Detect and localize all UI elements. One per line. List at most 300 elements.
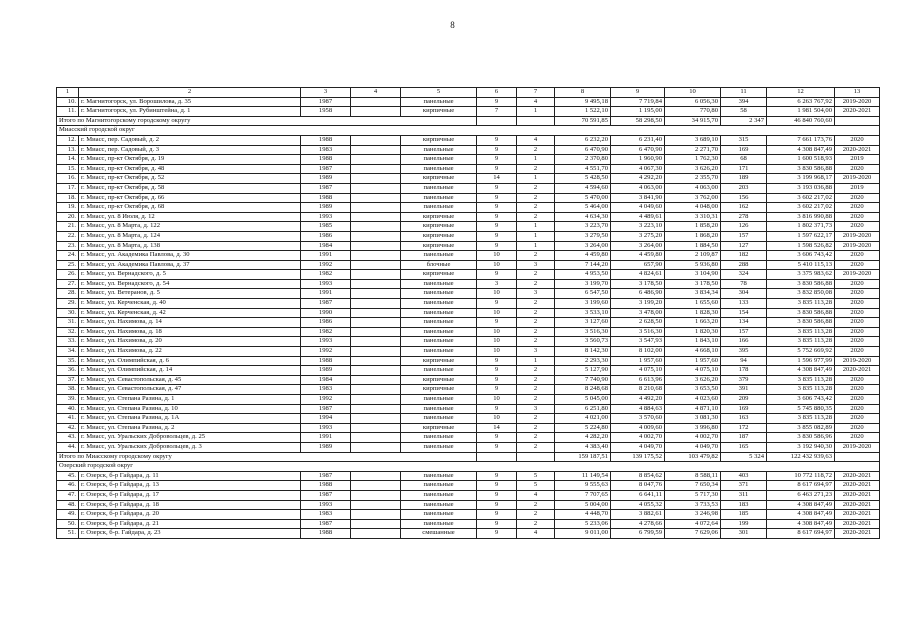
table-cell: 9 xyxy=(477,212,517,222)
table-cell: 1 xyxy=(517,174,555,184)
table-cell: 6 263 767,92 xyxy=(767,97,835,107)
table-cell: 2 xyxy=(517,279,555,289)
table-row xyxy=(57,500,880,510)
table-cell: 2019-2020 xyxy=(835,270,880,280)
table-cell: 1989 xyxy=(301,174,351,184)
table-cell xyxy=(351,164,401,174)
table-cell xyxy=(351,414,401,424)
table-cell: 1989 xyxy=(301,203,351,213)
table-cell: 29. xyxy=(57,299,79,309)
table-cell: 1 195,00 xyxy=(611,107,665,117)
table-cell: 8 617 694,97 xyxy=(767,481,835,491)
table-row xyxy=(57,481,880,491)
table-cell: 1991 xyxy=(301,433,351,443)
table-cell: 2 xyxy=(517,270,555,280)
table-cell: 2020 xyxy=(835,423,880,433)
table-cell: 2020 xyxy=(835,260,880,270)
table-cell: 1 884,50 xyxy=(665,241,721,251)
table-cell: 185 xyxy=(721,510,767,520)
table-cell: 9 xyxy=(477,366,517,376)
table-cell: 1983 xyxy=(301,510,351,520)
table-cell: 1993 xyxy=(301,279,351,289)
table-cell: 2 xyxy=(517,385,555,395)
table-cell xyxy=(351,193,401,203)
table-cell: 1 868,20 xyxy=(665,231,721,241)
table-cell: 4 459,80 xyxy=(611,251,665,261)
table-cell: 8 617 694,97 xyxy=(767,529,835,539)
table-cell xyxy=(351,135,401,145)
table-cell: 12. xyxy=(57,135,79,145)
table-cell: 5 428,50 xyxy=(555,174,611,184)
table-cell: 9 xyxy=(477,241,517,251)
table-cell: 2020 xyxy=(835,395,880,405)
subtotal-value: 103 479,82 xyxy=(665,452,721,462)
table-cell: 2 xyxy=(517,251,555,261)
table-cell: 1993 xyxy=(301,212,351,222)
table-cell: 1 597 622,17 xyxy=(767,231,835,241)
table-cell xyxy=(351,222,401,232)
table-cell: 169 xyxy=(721,404,767,414)
table-cell xyxy=(351,423,401,433)
table-cell: 311 xyxy=(721,490,767,500)
table-row xyxy=(57,356,880,366)
table-cell: 1988 xyxy=(301,356,351,366)
subtotal-value: 122 432 939,63 xyxy=(767,452,835,462)
table-cell: 2020 xyxy=(835,212,880,222)
table-cell: 9 xyxy=(477,231,517,241)
table-cell: 2 xyxy=(517,414,555,424)
table-cell: 2 109,87 xyxy=(665,251,721,261)
table-cell: панельные xyxy=(401,337,477,347)
table-cell: 78 xyxy=(721,279,767,289)
table-cell: 288 xyxy=(721,260,767,270)
address-cell: г. Миасс, ул. Степана Разина, д. 2 xyxy=(79,423,301,433)
table-cell: 154 xyxy=(721,308,767,318)
table-cell: 9 xyxy=(477,490,517,500)
table-cell: панельные xyxy=(401,203,477,213)
table-cell: 2019-2020 xyxy=(835,241,880,251)
table-cell: 2020-2021 xyxy=(835,471,880,481)
table-cell: 1987 xyxy=(301,299,351,309)
column-header: 1 xyxy=(57,88,79,98)
table-cell: 9 xyxy=(477,529,517,539)
address-cell: г. Миасс, пер. Садовый, д. 3 xyxy=(79,145,301,155)
table-cell: 14. xyxy=(57,155,79,165)
table-row xyxy=(57,318,880,328)
table-cell: 2 xyxy=(517,327,555,337)
address-cell: г. Миасс, ул. Вернадского, д. 5 xyxy=(79,270,301,280)
table-cell: 2020 xyxy=(835,308,880,318)
table-row xyxy=(57,327,880,337)
table-cell: 2020-2021 xyxy=(835,519,880,529)
table-cell: 5 xyxy=(517,481,555,491)
table-cell: блочные xyxy=(401,260,477,270)
address-cell: г. Миасс, ул. Степана Разина, д. 1А xyxy=(79,414,301,424)
table-cell: 1 828,30 xyxy=(665,308,721,318)
address-cell: г. Миасс, ул. Степана Разина, д. 1 xyxy=(79,395,301,405)
table-cell: 2020 xyxy=(835,135,880,145)
table-cell: 3 178,50 xyxy=(611,279,665,289)
table-cell: панельные xyxy=(401,510,477,520)
table-cell: 2 xyxy=(517,145,555,155)
table-cell: 4 668,10 xyxy=(665,347,721,357)
table-cell: 7 144,20 xyxy=(555,260,611,270)
address-cell: г. Озерск, б-р Гайдара, д. 17 xyxy=(79,490,301,500)
table-cell: 1 600 518,93 xyxy=(767,155,835,165)
table-cell: 3 547,93 xyxy=(611,337,665,347)
table-cell: 4 009,60 xyxy=(611,423,665,433)
address-cell: г. Миасс, пр-кт Октября, д. 68 xyxy=(79,203,301,213)
table-cell: 7 661 173,76 xyxy=(767,135,835,145)
table-cell: 3 264,00 xyxy=(611,241,665,251)
table-cell: 4 594,60 xyxy=(555,183,611,193)
table-cell: 9 xyxy=(477,481,517,491)
table-cell: 3 xyxy=(517,260,555,270)
table-cell: 3 834,34 xyxy=(665,289,721,299)
table-cell: 10 xyxy=(477,347,517,357)
table-cell: 4 023,60 xyxy=(665,395,721,405)
table-cell: 126 xyxy=(721,222,767,232)
table-cell: 2020 xyxy=(835,193,880,203)
table-cell: 1983 xyxy=(301,145,351,155)
table-cell: 162 xyxy=(721,203,767,213)
table-cell: кирпичные xyxy=(401,107,477,117)
table-row xyxy=(57,529,880,539)
table-cell: 23. xyxy=(57,241,79,251)
table-cell: 1 xyxy=(517,155,555,165)
table-cell: 1 xyxy=(517,107,555,117)
table-cell: кирпичные xyxy=(401,222,477,232)
table-cell: 3 199,70 xyxy=(555,279,611,289)
table-cell: 5 004,00 xyxy=(555,500,611,510)
table-cell: 8 142,30 xyxy=(555,347,611,357)
table-cell: 1 663,20 xyxy=(665,318,721,328)
table-cell: 2 xyxy=(517,442,555,452)
table-cell: 2020 xyxy=(835,385,880,395)
table-row xyxy=(57,203,880,213)
table-cell: 9 xyxy=(477,442,517,452)
table-cell: 9 xyxy=(477,164,517,174)
table-cell xyxy=(351,481,401,491)
table-row xyxy=(57,395,880,405)
table-cell: 3 762,00 xyxy=(665,193,721,203)
table-cell xyxy=(351,375,401,385)
table-cell: 9 xyxy=(477,183,517,193)
table-cell: 9 xyxy=(477,500,517,510)
table-cell: 379 xyxy=(721,375,767,385)
table-cell: 19. xyxy=(57,203,79,213)
table-cell: 4 489,61 xyxy=(611,212,665,222)
address-cell: г. Миасс, пр-кт Октября, д. 48 xyxy=(79,164,301,174)
table-cell: 4 383,40 xyxy=(555,442,611,452)
subtotal-value: 70 591,85 xyxy=(555,116,611,126)
table-cell: кирпичные xyxy=(401,174,477,184)
table-cell: 47. xyxy=(57,490,79,500)
table-cell: панельные xyxy=(401,145,477,155)
table-cell: 9 xyxy=(477,203,517,213)
table-cell xyxy=(351,251,401,261)
table-cell: 5 127,90 xyxy=(555,366,611,376)
subtotal-label: Итого по Магнитогорскому городскому округу xyxy=(57,116,477,126)
table-cell xyxy=(351,145,401,155)
table-cell: 2019-2020 xyxy=(835,442,880,452)
section-title: Миасский городской округ xyxy=(57,126,880,136)
table-cell: 3 626,20 xyxy=(665,375,721,385)
table-row xyxy=(57,279,880,289)
table-cell xyxy=(351,174,401,184)
table-cell: 3 835 113,28 xyxy=(767,375,835,385)
subtotal-value: 5 324 xyxy=(721,452,767,462)
table-cell: 187 xyxy=(721,433,767,443)
table-cell: 157 xyxy=(721,327,767,337)
table-cell: 3 178,50 xyxy=(665,279,721,289)
table-cell: 1 522,10 xyxy=(555,107,611,117)
table-cell: панельные xyxy=(401,193,477,203)
table-cell: 403 xyxy=(721,471,767,481)
table-cell: кирпичные xyxy=(401,385,477,395)
address-cell: г. Озерск, б-р. Гайдара, д. 23 xyxy=(79,529,301,539)
table-cell: 3 835 113,28 xyxy=(767,299,835,309)
table-cell: 6 641,11 xyxy=(611,490,665,500)
table-cell xyxy=(351,519,401,529)
subtotal-value xyxy=(835,452,880,462)
table-cell: 14 xyxy=(477,174,517,184)
table-cell: 3 199,60 xyxy=(555,299,611,309)
table-cell: кирпичные xyxy=(401,375,477,385)
column-header: 9 xyxy=(611,88,665,98)
column-header: 2 xyxy=(79,88,301,98)
table-cell: 163 xyxy=(721,414,767,424)
table-cell: 4 953,50 xyxy=(555,270,611,280)
table-cell: 3 246,98 xyxy=(665,510,721,520)
table-cell: панельные xyxy=(401,327,477,337)
address-cell: г. Миасс, ул. Уральских Добровольцев, д. 25 xyxy=(79,433,301,443)
address-cell: г. Магнитогорск, ул. Ворошилова, д. 35 xyxy=(79,97,301,107)
table-cell: панельные xyxy=(401,395,477,405)
table-cell: 4 871,10 xyxy=(665,404,721,414)
table-cell: 4 049,70 xyxy=(665,442,721,452)
address-cell: г. Миасс, ул. Керченская, д. 42 xyxy=(79,308,301,318)
table-row xyxy=(57,193,880,203)
table-cell xyxy=(351,155,401,165)
table-cell: 1 596 977,99 xyxy=(767,356,835,366)
table-cell: 9 495,18 xyxy=(555,97,611,107)
table-cell: 1 957,60 xyxy=(611,356,665,366)
table-cell: 2 370,80 xyxy=(555,155,611,165)
table-cell: 7 xyxy=(477,107,517,117)
table-cell: 1988 xyxy=(301,193,351,203)
table-cell: 304 xyxy=(721,289,767,299)
table-cell: 13. xyxy=(57,145,79,155)
address-cell: г. Миасс, ул. Вернадского, д. 54 xyxy=(79,279,301,289)
table-cell: 9 xyxy=(477,97,517,107)
table-cell: 9 xyxy=(477,145,517,155)
table-row xyxy=(57,97,880,107)
table-row xyxy=(57,145,880,155)
subtotal-value xyxy=(835,116,880,126)
table-cell: 3 606 743,42 xyxy=(767,251,835,261)
table-cell: 3 602 217,02 xyxy=(767,193,835,203)
table-cell xyxy=(351,308,401,318)
table-cell: 1984 xyxy=(301,241,351,251)
table-cell: 9 555,63 xyxy=(555,481,611,491)
table-cell: 6 470,90 xyxy=(611,145,665,155)
table-cell: 38. xyxy=(57,385,79,395)
table-cell: 3 199 968,17 xyxy=(767,174,835,184)
table-cell: 2 xyxy=(517,337,555,347)
table-cell: панельные xyxy=(401,251,477,261)
table-cell: кирпичные xyxy=(401,231,477,241)
table-cell: 199 xyxy=(721,519,767,529)
table-cell: панельные xyxy=(401,164,477,174)
table-cell: панельные xyxy=(401,433,477,443)
table-cell: 4 049,70 xyxy=(611,442,665,452)
table-cell: 4 067,30 xyxy=(611,164,665,174)
subtotal-value: 2 347 xyxy=(721,116,767,126)
table-cell: 1982 xyxy=(301,327,351,337)
table-cell: 20. xyxy=(57,212,79,222)
table-cell: 2020 xyxy=(835,222,880,232)
table-row xyxy=(57,337,880,347)
section-title: Озерский городской округ xyxy=(57,462,880,472)
address-cell: г. Миасс, ул. Олимпийская, д. 6 xyxy=(79,356,301,366)
table-row xyxy=(57,490,880,500)
address-cell: г. Миасс, ул. Академика Павлова, д. 37 xyxy=(79,260,301,270)
table-cell: 9 011,00 xyxy=(555,529,611,539)
table-cell: 51. xyxy=(57,529,79,539)
column-header: 13 xyxy=(835,88,880,98)
table-cell: 301 xyxy=(721,529,767,539)
table-cell: 4 063,00 xyxy=(665,183,721,193)
address-cell: г. Магнитогорск, ул. Рубинштейна, д. 1 xyxy=(79,107,301,117)
column-header: 11 xyxy=(721,88,767,98)
table-cell: 2 xyxy=(517,203,555,213)
table-cell: панельные xyxy=(401,279,477,289)
table-cell: 3 689,10 xyxy=(665,135,721,145)
table-cell: 1 762,30 xyxy=(665,155,721,165)
table-cell: 1982 xyxy=(301,270,351,280)
table-cell: 182 xyxy=(721,251,767,261)
table-cell: 1 xyxy=(517,222,555,232)
table-row xyxy=(57,385,880,395)
table-cell: 1991 xyxy=(301,289,351,299)
table-cell: 48. xyxy=(57,500,79,510)
table-cell xyxy=(517,452,555,462)
table-cell: 2020-2021 xyxy=(835,145,880,155)
table-cell: 2020 xyxy=(835,279,880,289)
table-cell xyxy=(517,116,555,126)
table-cell: 2 xyxy=(517,366,555,376)
table-cell xyxy=(351,347,401,357)
table-cell: 41. xyxy=(57,414,79,424)
table-cell: 4 002,70 xyxy=(611,433,665,443)
table-row xyxy=(57,222,880,232)
table-cell: кирпичные xyxy=(401,241,477,251)
table-cell: 7 707,65 xyxy=(555,490,611,500)
table-cell: 1988 xyxy=(301,135,351,145)
table-cell: 17. xyxy=(57,183,79,193)
subtotal-value: 46 840 760,60 xyxy=(767,116,835,126)
table-row xyxy=(57,347,880,357)
table-cell: 2 xyxy=(517,519,555,529)
table-cell: 9 xyxy=(477,299,517,309)
table-cell: 3 310,31 xyxy=(665,212,721,222)
column-header: 10 xyxy=(665,88,721,98)
table-cell: 2020 xyxy=(835,347,880,357)
table-cell: панельные xyxy=(401,347,477,357)
table-cell: 44. xyxy=(57,442,79,452)
table-cell: 4 492,20 xyxy=(611,395,665,405)
table-cell: 4 308 847,49 xyxy=(767,519,835,529)
subtotal-label: Итого по Миасскому городскому округу xyxy=(57,452,477,462)
table-cell xyxy=(351,183,401,193)
address-cell: г. Миасс, ул. Олимпийская, д. 14 xyxy=(79,366,301,376)
table-cell: 1987 xyxy=(301,490,351,500)
table-cell: 3 653,50 xyxy=(665,385,721,395)
table-cell: 394 xyxy=(721,97,767,107)
table-cell: 1986 xyxy=(301,231,351,241)
address-cell: г. Миасс, ул. Севастопольская, д. 47 xyxy=(79,385,301,395)
table-cell: 3 199,20 xyxy=(611,299,665,309)
table-cell: 10 xyxy=(477,414,517,424)
table-cell: 169 xyxy=(721,145,767,155)
address-cell: г. Миасс, ул. Ветеранов, д. 5 xyxy=(79,289,301,299)
table-cell: 3 602 217,02 xyxy=(767,203,835,213)
table-body xyxy=(57,88,880,539)
table-cell: 26. xyxy=(57,270,79,280)
table-cell: 3 855 082,89 xyxy=(767,423,835,433)
table-cell: 9 xyxy=(477,471,517,481)
table-cell: 46. xyxy=(57,481,79,491)
table-cell: 1988 xyxy=(301,529,351,539)
table-cell: 9 xyxy=(477,318,517,328)
table-cell: 2020 xyxy=(835,203,880,213)
table-cell xyxy=(351,385,401,395)
table-cell: 8 248,68 xyxy=(555,385,611,395)
table-cell: 3 835 113,28 xyxy=(767,327,835,337)
table-cell: 770,80 xyxy=(665,107,721,117)
table-cell: 2019-2020 xyxy=(835,174,880,184)
table-cell xyxy=(351,337,401,347)
table-cell: 4 049,60 xyxy=(611,203,665,213)
table-cell: 3 830 586,88 xyxy=(767,279,835,289)
table-cell: 35. xyxy=(57,356,79,366)
table-cell: панельные xyxy=(401,490,477,500)
table-cell: 2020 xyxy=(835,164,880,174)
table-cell: 3 223,10 xyxy=(611,222,665,232)
table-cell: 1987 xyxy=(301,404,351,414)
table-cell: 5 745 880,35 xyxy=(767,404,835,414)
address-cell: г. Миасс, пр-кт Октября, д. 66 xyxy=(79,193,301,203)
table-row xyxy=(57,174,880,184)
table-cell: 7 650,34 xyxy=(665,481,721,491)
table-cell: 3 832 850,08 xyxy=(767,289,835,299)
table-cell: 3 xyxy=(477,279,517,289)
table-cell: 2020-2021 xyxy=(835,481,880,491)
table-cell: 9 xyxy=(477,433,517,443)
table-cell: 18. xyxy=(57,193,79,203)
table-cell: 30. xyxy=(57,308,79,318)
table-cell xyxy=(351,500,401,510)
table-cell: 2020 xyxy=(835,327,880,337)
table-cell: смешанные xyxy=(401,529,477,539)
address-cell: г. Миасс, ул. 8 Марта, д. 138 xyxy=(79,241,301,251)
table-cell xyxy=(351,510,401,520)
table-cell: 133 xyxy=(721,299,767,309)
table-cell: 2020-2021 xyxy=(835,366,880,376)
table-cell: 1987 xyxy=(301,519,351,529)
table-cell: 2 xyxy=(517,299,555,309)
